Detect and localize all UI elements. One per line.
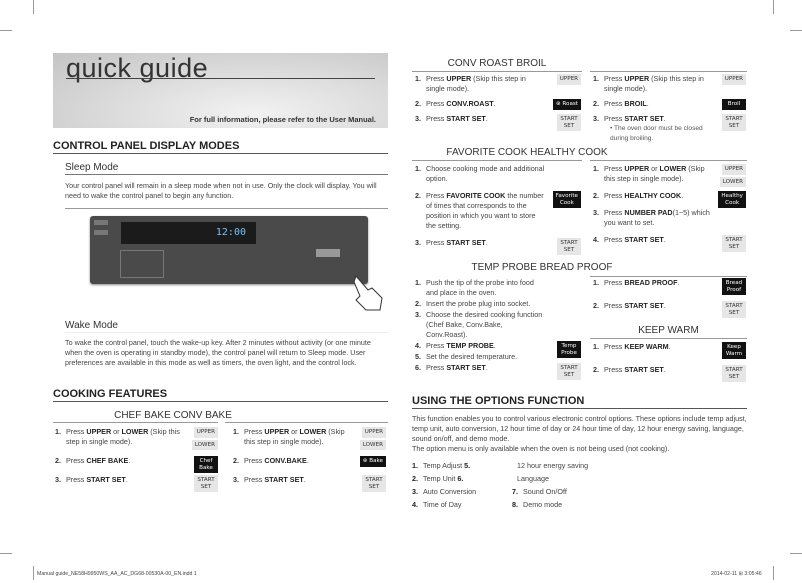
keep-warm-title: KEEP WARM bbox=[638, 325, 699, 336]
step-item bbox=[415, 238, 583, 253]
step-plain-text: Set the desired temperature. bbox=[426, 352, 518, 361]
step-plain-text: Press bbox=[66, 456, 87, 465]
banner-subtitle: For full information, please refer to the User Manual. bbox=[189, 115, 376, 124]
oven-key-icon: START SET bbox=[557, 238, 581, 255]
step-text bbox=[426, 238, 488, 247]
step-item bbox=[415, 310, 583, 340]
step-plain-text: Choose cooking mode and additional option. bbox=[426, 164, 545, 183]
step-number: 3. bbox=[415, 114, 421, 123]
wake-mode-title: Wake Mode bbox=[65, 320, 388, 333]
options-heading: USING THE OPTIONS FUNCTION bbox=[412, 395, 747, 409]
step-text bbox=[604, 99, 649, 108]
key-group bbox=[553, 99, 581, 110]
step-plain-text: Press bbox=[66, 427, 87, 436]
step-list bbox=[415, 278, 583, 378]
step-item bbox=[593, 99, 748, 109]
step-number: 2. bbox=[415, 299, 421, 308]
step-number: 1. bbox=[593, 278, 599, 287]
key-group bbox=[722, 342, 746, 359]
step-plain-text: . bbox=[485, 363, 488, 372]
panel-clock: 12:00 bbox=[215, 227, 246, 238]
step-number: 1. bbox=[233, 427, 239, 436]
step-bold-text: START SET bbox=[624, 301, 664, 310]
step-bold-text: START SET bbox=[446, 238, 486, 247]
option-label: Sound On/Off bbox=[523, 487, 567, 496]
step-plain-text: . bbox=[303, 475, 306, 484]
step-text bbox=[604, 342, 671, 351]
step-plain-text: . bbox=[485, 114, 488, 123]
option-item bbox=[412, 461, 512, 470]
step-bold-text: LOWER bbox=[121, 427, 149, 436]
step-text bbox=[426, 278, 534, 297]
quick-guide-banner bbox=[53, 53, 388, 128]
step-plain-text: . bbox=[663, 114, 666, 123]
oven-key-icon: LOWER bbox=[720, 177, 746, 188]
step-text bbox=[426, 191, 544, 230]
step-number: 1. bbox=[415, 278, 421, 287]
oven-key-icon: UPPER bbox=[722, 74, 746, 85]
step-plain-text: Press bbox=[604, 365, 625, 374]
step-bold-text: START SET bbox=[446, 114, 486, 123]
step-number: 4. bbox=[593, 235, 599, 244]
step-bold-text: CONV.ROAST bbox=[446, 99, 494, 108]
key-group bbox=[722, 114, 746, 131]
key-group bbox=[557, 114, 581, 131]
step-plain-text: . bbox=[663, 301, 666, 310]
divider bbox=[65, 208, 388, 209]
step-item bbox=[55, 475, 220, 490]
step-number: 5. bbox=[415, 352, 421, 361]
key-group bbox=[722, 74, 746, 85]
conv-roast-broil-title: CONV ROAST BROIL bbox=[447, 58, 547, 69]
step-bold-text: UPPER bbox=[86, 427, 112, 436]
step-plain-text: . bbox=[646, 99, 649, 108]
step-number: 2. bbox=[55, 456, 61, 465]
step-text bbox=[426, 341, 496, 350]
step-text bbox=[426, 114, 488, 123]
key-group bbox=[557, 238, 581, 255]
option-number: 2. bbox=[412, 474, 418, 483]
step-text bbox=[604, 208, 710, 227]
step-plain-text: . bbox=[485, 238, 488, 247]
oven-key-icon: UPPER bbox=[557, 74, 581, 85]
step-number: 1. bbox=[415, 164, 421, 173]
key-group bbox=[557, 363, 581, 380]
step-text bbox=[244, 427, 345, 446]
control-panel-heading: CONTROL PANEL DISPLAY MODES bbox=[53, 140, 388, 154]
step-plain-text: (Skip this step in single mode). bbox=[604, 74, 704, 93]
option-label: Temp Adjust bbox=[423, 461, 465, 470]
step-plain-text: Press bbox=[604, 74, 625, 83]
oven-key-icon: START SET bbox=[722, 301, 746, 318]
key-group bbox=[722, 301, 746, 318]
step-plain-text: or bbox=[649, 164, 660, 173]
step-plain-text: Press bbox=[604, 278, 625, 287]
step-item bbox=[593, 235, 748, 250]
step-item bbox=[593, 208, 748, 228]
sleep-mode-title: Sleep Mode bbox=[65, 162, 388, 175]
option-item bbox=[412, 474, 512, 483]
step-bold-text: START SET bbox=[624, 365, 664, 374]
step-bold-text: START SET bbox=[624, 114, 664, 123]
step-plain-text: Press bbox=[244, 456, 265, 465]
step-text bbox=[604, 301, 666, 310]
step-text bbox=[604, 365, 666, 374]
step-text bbox=[66, 427, 180, 446]
oven-key-icon: START SET bbox=[722, 235, 746, 252]
step-text bbox=[426, 74, 526, 93]
oven-key-icon: UPPER bbox=[194, 427, 218, 438]
step-item bbox=[593, 301, 748, 316]
options-description: This function enables you to control various electronic control options. These options include temp adjust, temp unit, auto conversion, 12 hour time of day or 24 hour time of day, 12 hour energy saving, language, sound on/off, and demo mode. bbox=[412, 414, 747, 443]
oven-key-icon: Chef Bake bbox=[194, 456, 218, 473]
step-bold-text: CHEF BAKE bbox=[86, 456, 129, 465]
step-list bbox=[593, 164, 748, 252]
step-plain-text: . bbox=[681, 191, 684, 200]
step-number: 1. bbox=[55, 427, 61, 436]
option-number: 1. bbox=[412, 461, 418, 470]
key-group bbox=[722, 235, 746, 252]
step-number: 2. bbox=[233, 456, 239, 465]
step-bold-text: FAVORITE COOK bbox=[446, 191, 506, 200]
step-bold-text: UPPER bbox=[624, 164, 650, 173]
step-plain-text: Press bbox=[604, 342, 625, 351]
step-plain-text: Press bbox=[66, 475, 87, 484]
step-item bbox=[593, 278, 748, 293]
step-text bbox=[66, 456, 130, 465]
step-bold-text: START SET bbox=[86, 475, 126, 484]
key-group bbox=[194, 475, 218, 492]
step-plain-text: Press bbox=[426, 191, 447, 200]
step-plain-text: Press bbox=[604, 191, 625, 200]
step-plain-text: Press bbox=[244, 475, 265, 484]
step-number: 3. bbox=[55, 475, 61, 484]
option-label: 12 hour energy saving bbox=[517, 461, 589, 470]
oven-key-icon: START SET bbox=[194, 475, 218, 492]
step-bold-text: TEMP PROBE bbox=[446, 341, 494, 350]
step-item bbox=[55, 456, 220, 471]
step-bold-text: UPPER bbox=[446, 74, 472, 83]
step-item bbox=[593, 114, 748, 144]
option-number: 5. bbox=[464, 461, 471, 470]
step-number: 1. bbox=[415, 74, 421, 83]
step-plain-text: Choose the desired cooking function (Chef Bake, Conv.Bake, Conv.Roast). bbox=[426, 310, 543, 339]
key-group bbox=[360, 427, 386, 450]
option-number: 4. bbox=[412, 500, 418, 509]
panel-display bbox=[121, 222, 256, 244]
step-plain-text: . bbox=[493, 99, 496, 108]
step-plain-text: (1~5) which you want to set. bbox=[604, 208, 710, 227]
step-bold-text: LOWER bbox=[299, 427, 327, 436]
step-plain-text: Press bbox=[604, 99, 625, 108]
step-number: 2. bbox=[415, 99, 421, 108]
oven-key-icon: START SET bbox=[557, 114, 581, 131]
step-item bbox=[233, 427, 388, 447]
step-item bbox=[233, 475, 388, 490]
option-item bbox=[512, 461, 672, 470]
option-number: 3. bbox=[412, 487, 418, 496]
step-number: 6. bbox=[415, 363, 421, 372]
banner-rule bbox=[66, 78, 375, 79]
step-plain-text: . bbox=[306, 456, 309, 465]
step-item bbox=[415, 74, 583, 94]
step-plain-text: Press bbox=[426, 74, 447, 83]
step-item bbox=[593, 164, 748, 184]
step-plain-text: . bbox=[493, 341, 496, 350]
options-text bbox=[412, 414, 752, 454]
step-number: 1. bbox=[593, 342, 599, 351]
sleep-mode-text: Your control panel will remain in a sleep mode when not in use. Only the clock will display. You will need to wake the control panel to begin any function. bbox=[65, 181, 377, 200]
step-plain-text: Press bbox=[426, 363, 447, 372]
option-label: Language bbox=[517, 474, 549, 483]
step-item bbox=[415, 164, 583, 184]
step-number: 2. bbox=[593, 99, 599, 108]
option-number: 6. bbox=[457, 474, 464, 483]
step-text bbox=[604, 191, 683, 200]
step-list bbox=[55, 427, 220, 494]
step-bold-text: HEALTHY COOK bbox=[624, 191, 682, 200]
step-plain-text: Press bbox=[426, 99, 447, 108]
key-group bbox=[720, 164, 746, 187]
footer-file-name: Manual guide_NE58H9950WS_AA_AC_DG68-00530A-00_EN.indd 1 bbox=[37, 571, 197, 577]
oven-key-icon: LOWER bbox=[360, 440, 386, 451]
oven-key-icon: START SET bbox=[722, 114, 746, 131]
oven-key-icon: Healthy Cook bbox=[718, 191, 746, 208]
key-group bbox=[362, 475, 386, 492]
step-number: 1. bbox=[593, 74, 599, 83]
step-text bbox=[604, 164, 705, 183]
step-text bbox=[604, 74, 704, 93]
option-item bbox=[512, 500, 672, 509]
step-list bbox=[593, 278, 748, 324]
step-text bbox=[426, 164, 544, 183]
key-group bbox=[718, 191, 746, 208]
step-number: 2. bbox=[415, 191, 421, 200]
oven-key-icon: Favorite Cook bbox=[553, 191, 581, 208]
option-item bbox=[412, 500, 512, 509]
step-plain-text: or bbox=[289, 427, 300, 436]
oven-key-icon: Keep Warm bbox=[722, 342, 746, 359]
step-number: 1. bbox=[593, 164, 599, 173]
oven-key-icon: LOWER bbox=[192, 440, 218, 451]
key-group bbox=[553, 191, 581, 208]
step-item bbox=[593, 342, 748, 357]
oven-key-icon: START SET bbox=[362, 475, 386, 492]
hand-pointer-icon bbox=[350, 272, 385, 312]
step-text bbox=[426, 99, 496, 108]
step-bold-text: LOWER bbox=[659, 164, 687, 173]
step-item bbox=[415, 299, 583, 309]
key-group bbox=[557, 74, 581, 85]
option-item bbox=[512, 487, 672, 496]
key-group bbox=[192, 427, 218, 450]
step-plain-text: Press bbox=[604, 164, 625, 173]
step-item bbox=[415, 352, 583, 362]
oven-key-icon: Bread Proof bbox=[722, 278, 746, 295]
step-note: • The oven door must be closed during broiling. bbox=[610, 125, 703, 142]
step-plain-text: (Skip this step in single mode). bbox=[604, 164, 705, 183]
step-bold-text: NUMBER PAD bbox=[624, 208, 673, 217]
step-item bbox=[415, 99, 583, 109]
step-text bbox=[426, 363, 488, 372]
step-bold-text: START SET bbox=[624, 235, 664, 244]
step-plain-text: . bbox=[677, 278, 680, 287]
wake-mode-text: To wake the control panel, touch the wake-up key. After 2 minutes without activity (or one minute when the oven is operating in standby mode), the control panel will return to Sleep mode. User preferences are available in this mode as well as timers, the oven light, and the control lock. bbox=[65, 338, 371, 367]
oven-key-icon: Temp Probe bbox=[557, 341, 581, 358]
step-list bbox=[593, 342, 748, 388]
option-item bbox=[512, 474, 672, 483]
step-plain-text: Insert the probe plug into socket. bbox=[426, 299, 531, 308]
banner-title: quick guide bbox=[66, 53, 209, 83]
oven-key-icon: ⊛ Roast bbox=[553, 99, 581, 110]
step-item bbox=[593, 191, 748, 206]
step-item bbox=[415, 114, 583, 129]
temp-probe-bread-proof-title: TEMP PROBE BREAD PROOF bbox=[471, 262, 613, 273]
option-label: Demo mode bbox=[523, 500, 563, 509]
step-plain-text: or bbox=[111, 427, 122, 436]
key-group bbox=[360, 456, 386, 467]
step-bold-text: BROIL bbox=[624, 99, 647, 108]
step-bold-text: START SET bbox=[264, 475, 304, 484]
step-plain-text: the number of times that corresponds to the position in which you want to store the setting. bbox=[426, 191, 544, 230]
oven-key-icon: ⊛ Bake bbox=[360, 456, 386, 467]
step-item bbox=[415, 341, 583, 356]
key-group bbox=[722, 99, 746, 110]
step-plain-text: Press bbox=[426, 114, 447, 123]
option-item bbox=[412, 487, 512, 496]
step-text bbox=[244, 475, 306, 484]
step-bold-text: BREAD PROOF bbox=[624, 278, 678, 287]
step-item bbox=[55, 427, 220, 447]
step-plain-text: Press bbox=[604, 301, 625, 310]
oven-key-icon: START SET bbox=[722, 365, 746, 382]
step-plain-text: (Skip this step in single mode). bbox=[244, 427, 345, 446]
step-item bbox=[233, 456, 388, 466]
step-plain-text: Press bbox=[426, 238, 447, 247]
options-availability-note: The option menu is only available when the oven is not being used (not cooking). bbox=[412, 444, 670, 453]
options-list bbox=[412, 461, 672, 509]
control-panel-illustration bbox=[90, 216, 368, 284]
step-text bbox=[244, 456, 309, 465]
step-list bbox=[233, 427, 388, 494]
step-list bbox=[415, 164, 583, 255]
chef-bake-conv-bake-title: CHEF BAKE CONV BAKE bbox=[114, 410, 232, 421]
oven-key-icon: START SET bbox=[557, 363, 581, 380]
step-list bbox=[593, 74, 748, 149]
step-plain-text: . bbox=[128, 456, 131, 465]
step-plain-text: Push the tip of the probe into food and place in the oven. bbox=[426, 278, 534, 297]
step-bold-text: KEEP WARM bbox=[624, 342, 669, 351]
favorite-healthy-cook-title: FAVORITE COOK HEALTHY COOK bbox=[446, 147, 608, 158]
step-number: 4. bbox=[415, 341, 421, 350]
step-bold-text: UPPER bbox=[264, 427, 290, 436]
step-number: 2. bbox=[593, 191, 599, 200]
step-number: 3. bbox=[593, 208, 599, 217]
step-item bbox=[593, 74, 748, 94]
cooking-features-heading: COOKING FEATURES bbox=[53, 388, 388, 402]
step-text bbox=[66, 475, 128, 484]
oven-key-icon: Broil bbox=[722, 99, 746, 110]
step-plain-text: . bbox=[663, 235, 666, 244]
step-number: 3. bbox=[233, 475, 239, 484]
step-plain-text: . bbox=[663, 365, 666, 374]
step-bold-text: START SET bbox=[446, 363, 486, 372]
oven-key-icon: UPPER bbox=[362, 427, 386, 438]
footer-date: 2014-02-11 ⊞ 3:05:46 bbox=[711, 571, 762, 577]
step-plain-text: Press bbox=[244, 427, 265, 436]
step-plain-text: Press bbox=[604, 208, 625, 217]
step-plain-text: Press bbox=[426, 341, 447, 350]
step-item bbox=[415, 363, 583, 378]
step-item bbox=[415, 278, 583, 298]
key-group bbox=[194, 456, 218, 473]
step-number: 2. bbox=[593, 301, 599, 310]
key-group bbox=[722, 365, 746, 382]
step-text bbox=[426, 352, 517, 361]
step-text bbox=[604, 278, 680, 287]
step-plain-text: . bbox=[125, 475, 128, 484]
step-list bbox=[415, 74, 583, 129]
step-plain-text: (Skip this step in single mode). bbox=[426, 74, 526, 93]
step-plain-text: (Skip this step in single mode). bbox=[66, 427, 180, 446]
step-number: 3. bbox=[593, 114, 599, 123]
step-text bbox=[604, 114, 666, 123]
step-bold-text: UPPER bbox=[624, 74, 650, 83]
step-text bbox=[604, 235, 666, 244]
key-group bbox=[722, 278, 746, 295]
option-label: Time of Day bbox=[423, 500, 462, 509]
oven-key-icon: UPPER bbox=[722, 164, 746, 175]
option-label: Temp Unit bbox=[423, 474, 458, 483]
step-number: 3. bbox=[415, 238, 421, 247]
step-item bbox=[415, 191, 583, 231]
step-number: 2. bbox=[593, 365, 599, 374]
step-bold-text: CONV.BAKE bbox=[264, 456, 307, 465]
step-number: 3. bbox=[415, 310, 421, 319]
step-item bbox=[593, 365, 748, 380]
option-number: 7. bbox=[512, 487, 518, 496]
step-plain-text: Press bbox=[604, 235, 625, 244]
step-plain-text: . bbox=[668, 342, 671, 351]
step-text bbox=[426, 310, 542, 339]
step-plain-text: Press bbox=[604, 114, 625, 123]
step-text bbox=[426, 299, 530, 308]
option-label: Auto Conversion bbox=[423, 487, 477, 496]
option-number: 8. bbox=[512, 500, 518, 509]
